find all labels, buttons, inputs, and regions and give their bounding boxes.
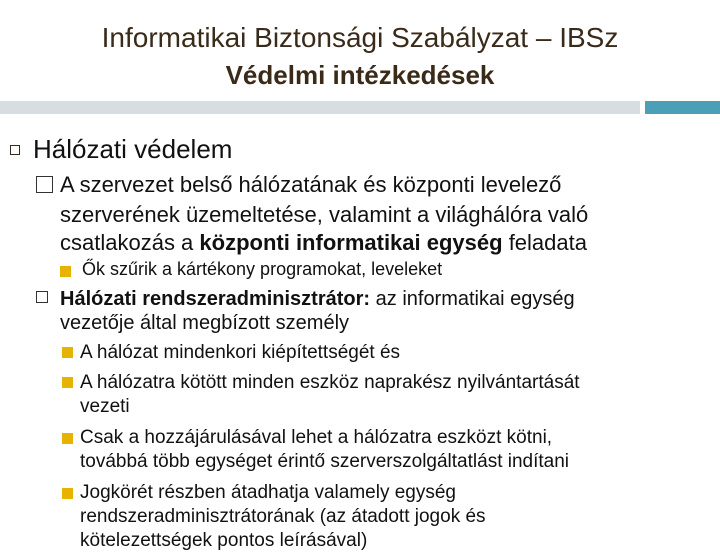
section-heading: Hálózati védelem bbox=[33, 134, 233, 164]
list-item-continued: rendszeradminisztrátorának (az átadott jogok és bbox=[80, 506, 486, 527]
gold-bullet-icon bbox=[62, 377, 73, 388]
paragraph-1-bold: központi informatikai egység bbox=[199, 230, 503, 255]
list-item: Csak a hozzájárulásával lehet a hálózatra eszközt kötni, bbox=[80, 427, 553, 448]
list-item-continued: továbbá több egységet érintő szerverszolgáltatlást indítani bbox=[80, 451, 570, 472]
box-bullet-icon bbox=[36, 176, 53, 193]
paragraph-1-text-end: feladata bbox=[502, 230, 587, 255]
list-item-continued: kötelezettségek pontos leírásával) bbox=[80, 530, 368, 551]
title-divider-accent bbox=[645, 101, 720, 114]
slide-subtitle: Védelmi intézkedések bbox=[225, 60, 495, 90]
list-item: Jogkörét részben átadhatja valamely egység bbox=[80, 482, 457, 503]
paragraph-2-text: az informatikai egység bbox=[370, 288, 575, 310]
paragraph-2-line-1 bbox=[60, 287, 575, 311]
box-bullet-icon bbox=[36, 291, 48, 303]
title-divider bbox=[0, 101, 640, 114]
list-item: A hálózatra kötött minden eszköz naprakész nyilvántartását bbox=[80, 372, 580, 393]
paragraph-1-line-1: A szervezet belső hálózatának és központi levelező bbox=[60, 172, 562, 197]
paragraph-2-line-2: vezetője által megbízott személy bbox=[60, 312, 350, 334]
paragraph-2-bold: Hálózati rendszeradminisztrátor: bbox=[60, 288, 371, 310]
slide-title: Informatikai Biztonsági Szabályzat – IBSz bbox=[101, 22, 619, 53]
paragraph-1-line-3 bbox=[60, 230, 587, 256]
gold-bullet-icon bbox=[62, 347, 73, 358]
paragraph-1-line-2: szerverének üzemeltetése, valamint a világhálóra való bbox=[60, 202, 589, 227]
gold-bullet-icon bbox=[62, 488, 73, 499]
sub-bullet-text: Ők szűrik a kártékony programokat, leveleket bbox=[82, 259, 443, 279]
list-item: A hálózat mindenkori kiépítettségét és bbox=[80, 342, 401, 363]
gold-bullet-icon bbox=[60, 266, 71, 277]
gold-bullet-icon bbox=[62, 433, 73, 444]
square-bullet-icon bbox=[10, 145, 20, 155]
list-item-continued: vezeti bbox=[80, 396, 130, 417]
paragraph-1-text: csatlakozás a bbox=[60, 230, 200, 255]
